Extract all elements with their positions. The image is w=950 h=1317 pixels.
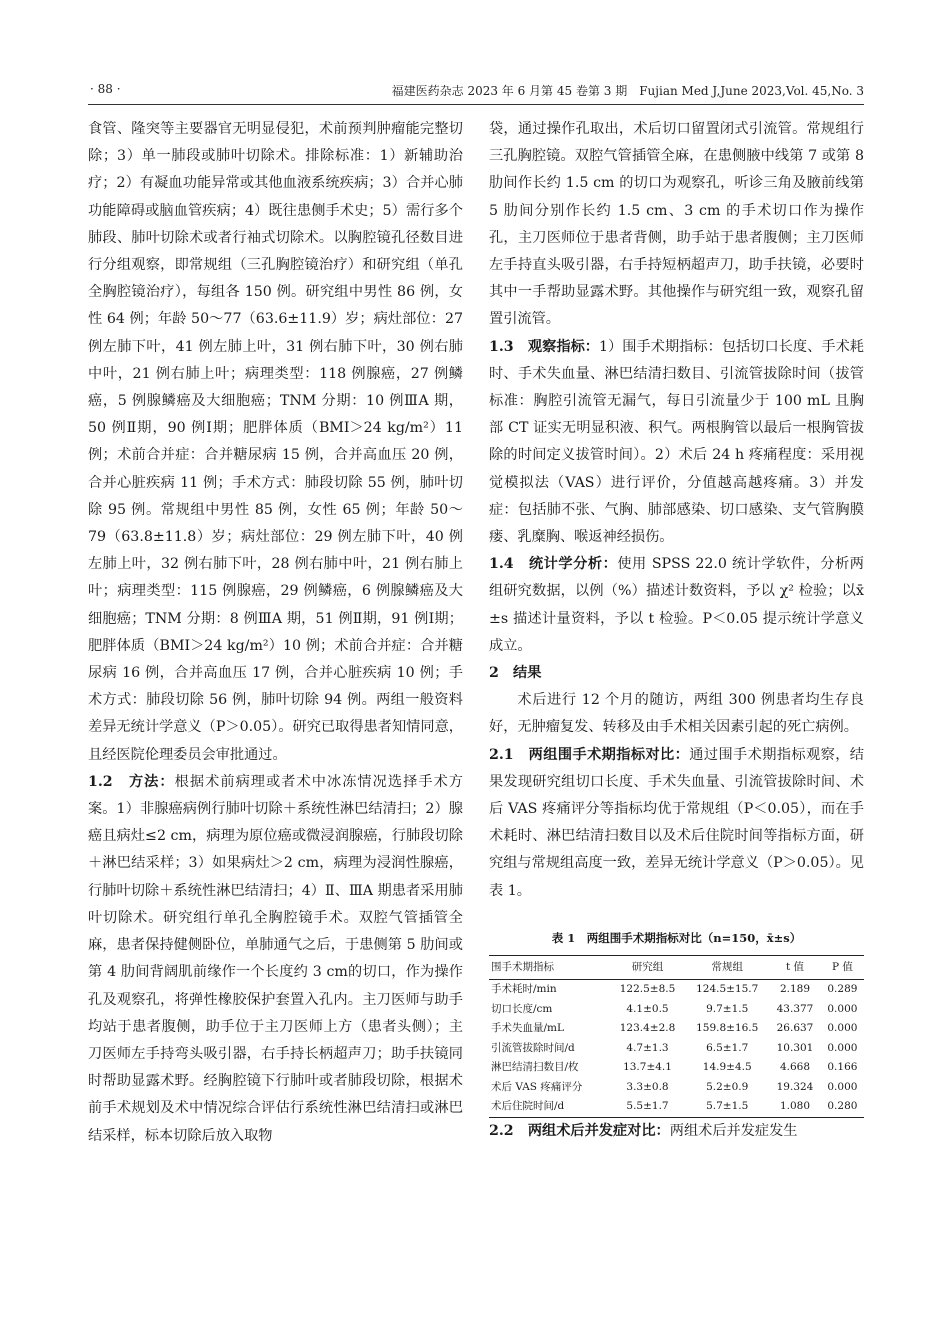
table-header-cell: 围手术期指标 bbox=[489, 955, 610, 980]
table-1 bbox=[489, 955, 864, 1118]
table-cell: 5.7±1.5 bbox=[685, 1097, 769, 1117]
table-cell: 26.637 bbox=[776, 1022, 814, 1035]
section-2-1-text: 通过围手术期指标观察，结果发现研究组切口长度、手术失血量、引流管拔除时间、术后 VAS 疼痛评分等指标均优于常规组（P＜0.05），而在手术耗时、淋巴结清扫数目以及术后住院时间等指标方面，研究组与常规组高度一致，差异无统计学意义（P＞0.05）。见表 1。 bbox=[489, 746, 864, 899]
table-cell: 4.668 bbox=[779, 1061, 811, 1074]
table-header-cell: 研究组 bbox=[610, 955, 685, 980]
section-1-4 bbox=[489, 551, 864, 660]
table-cell: 淋巴结清扫数目/枚 bbox=[491, 1061, 579, 1074]
table-cell: 123.4±2.8 bbox=[619, 1022, 676, 1035]
section-1-2 bbox=[88, 769, 463, 1150]
left-column bbox=[88, 116, 463, 1150]
section-1-4-title: 1.4 统计学分析： bbox=[489, 556, 618, 573]
section-2-2-title: 2.2 两组术后并发症对比： bbox=[489, 1122, 670, 1139]
table-row bbox=[489, 1019, 864, 1039]
table-cell: 5.2±0.9 bbox=[706, 1080, 749, 1093]
page-number: · 88 · bbox=[90, 82, 121, 96]
section-2-2-text: 两组术后并发症发生 bbox=[669, 1122, 798, 1139]
table-1-caption: 表 1 两组围手术期指标对比（n=150，x̄±s） bbox=[551, 930, 802, 945]
table-cell: 124.5±15.7 bbox=[696, 983, 759, 996]
header-rule bbox=[88, 104, 864, 105]
table-cell: 0.289 bbox=[827, 983, 858, 996]
section-1-2-text: 根据术前病理或者术中冰冻情况选择手术方案。1）非腺癌病例行肺叶切除＋系统性淋巴结清扫；2）腺癌且病灶≤2 cm，病理为原位癌或微浸润腺癌，行肺段切除＋淋巴结采样；3）如果病灶＞2 cm，病理为浸润性腺癌，行肺叶切除＋系统性淋巴结清扫；4）Ⅱ、ⅢA 期患者采用肺叶切除术。研究组行单孔全胸腔镜手术。双腔气管插管全麻，患者保持健侧卧位，单肺通气之后，于患侧第 5 肋间或第 4 肋间背阔肌前缘作一个长度约 3 cm的切口，作为操作孔及观察孔，将弹性橡胶保护套置入孔内。主刀医师与助手均站于患者腹侧，助手位于主刀医师上方（患者头侧）；主刀医师左手持弯头吸引器，右手持长柄超声刀；助手扶镜同时帮助显露术野。经胸腔镜下行肺叶或者肺段切除，根据术前手术规划及术中情况综合评估行系统性淋巴结清扫或淋巴结采样，标本切除后放入取物 bbox=[88, 773, 463, 1144]
section-1-3 bbox=[489, 334, 864, 552]
section-2-title: 2 结果 bbox=[489, 665, 542, 682]
table-cell: 10.301 bbox=[776, 1041, 814, 1054]
section-2-1-title: 2.1 两组围手术期指标对比： bbox=[489, 746, 690, 763]
table-cell: 0.166 bbox=[827, 1061, 858, 1074]
table-cell: 43.377 bbox=[776, 1002, 814, 1015]
right-column bbox=[489, 116, 864, 1145]
section-2-2 bbox=[489, 1118, 864, 1145]
table-cell: 19.324 bbox=[776, 1080, 814, 1093]
table-cell: 5.5±1.7 bbox=[610, 1097, 685, 1117]
table-cell: 0.000 bbox=[827, 1002, 858, 1015]
table-cell: 2.189 bbox=[779, 983, 811, 996]
table-cell: 0.280 bbox=[821, 1097, 864, 1117]
table-header-cell: t 值 bbox=[769, 955, 821, 980]
table-header-cell: P 值 bbox=[821, 955, 864, 980]
table-cell: 122.5±8.5 bbox=[619, 983, 676, 996]
table-header-row bbox=[489, 955, 864, 980]
table-cell: 14.9±4.5 bbox=[702, 1061, 752, 1074]
table-cell: 手术耗时/min bbox=[491, 983, 557, 996]
table-row bbox=[489, 1000, 864, 1020]
table-cell: 0.000 bbox=[827, 1041, 858, 1054]
table-cell: 6.5±1.7 bbox=[706, 1041, 749, 1054]
table-cell: 4.7±1.3 bbox=[626, 1041, 669, 1054]
table-cell: 9.7±1.5 bbox=[706, 1002, 749, 1015]
table-cell: 4.1±0.5 bbox=[626, 1002, 669, 1015]
paragraph-inclusion-exclusion: 食管、隆突等主要器官无明显侵犯，术前预判肿瘤能完整切除；3）单一肺段或肺叶切除术。排除标准：1）新辅助治疗；2）有凝血功能异常或其他血液系统疾病；3）合并心肺功能障碍或脑血管疾病；4）既往患侧手术史；5）需行多个肺段、肺叶切除术或者行袖式切除术。以胸腔镜孔径数目进行分组观察，即常规组（三孔胸腔镜治疗）和研究组（单孔全胸腔镜治疗），每组各 150 例。研究组中男性 86 例，女性 64 例；年龄 50～77（63.6±11.9）岁；病灶部位：27 例左肺下叶，41 例左肺上叶，31 例右肺下叶，30 例右肺中叶，21 例右肺上叶；病理类型：118 例腺癌，27 例鳞癌，5 例腺鳞癌及大细胞癌；TNM 分期：10 例ⅢA 期，50 例Ⅱ期，90 例Ⅰ期；肥胖体质（BMI＞24 kg/m²）11 例；术前合并症：合并糖尿病 15 例，合并高血压 20 例，合并心脏疾病 11 例；手术方式：肺段切除 55 例，肺叶切除 95 例。常规组中男性 85 例，女性 65 例；年龄 50～79（63.8±11.8）岁；病灶部位：29 例左肺下叶，40 例左肺上叶，32 例右肺下叶，28 例右肺中叶，21 例右肺上叶；病理类型：115 例腺癌，29 例鳞癌，6 例腺鳞癌及大细胞癌；TNM 分期：8 例ⅢA 期，51 例Ⅱ期，91 例Ⅰ期；肥胖体质（BMI＞24 kg/m²）10 例；术前合并症：合并糖尿病 16 例，合并高血压 17 例，合并心脏疾病 10 例；手术方式：肺段切除 56 例，肺叶切除 94 例。两组一般资料差异无统计学意义（P＞0.05）。研究已取得患者知情同意，且经医院伦理委员会审批通过。 bbox=[88, 121, 463, 763]
table-cell: 手术失血量/mL bbox=[491, 1022, 564, 1035]
table-cell: 0.000 bbox=[827, 1080, 858, 1093]
table-cell: 切口长度/cm bbox=[491, 1002, 553, 1015]
table-header-cell: 常规组 bbox=[685, 955, 769, 980]
table-cell: 159.8±16.5 bbox=[696, 1022, 759, 1035]
section-2-1 bbox=[489, 742, 864, 905]
table-row bbox=[489, 1097, 864, 1117]
table-row bbox=[489, 1039, 864, 1059]
running-header bbox=[90, 82, 864, 104]
table-cell: 1.080 bbox=[769, 1097, 821, 1117]
table-row bbox=[489, 980, 864, 1000]
section-1-3-title: 1.3 观察指标： bbox=[489, 338, 600, 355]
section-2-text: 术后进行 12 个月的随访，两组 300 例患者均生存良好，无肿瘤复发、转移及由手术相关因素引起的死亡病例。 bbox=[489, 692, 864, 736]
paragraph-methods-cont: 袋，通过操作孔取出，术后切口留置闭式引流管。常规组行三孔胸腔镜。双腔气管插管全麻，在患侧腋中线第 7 或第 8 肋间作长约 1.5 cm 的切口为观察孔，听诊三角及腋前线第 5 肋间分别作长约 1.5 cm、3 cm 的手术切口作为操作孔，主刀医师位于患者背侧，助手站于患者腹侧；主刀医师左手持直头吸引器，右手持短柄超声刀，助手扶镜，必要时其中一手帮助显露术野。其他操作与研究组一致，观察孔留置引流管。 bbox=[489, 121, 864, 328]
table-cell: 0.000 bbox=[827, 1022, 858, 1035]
table-row bbox=[489, 1078, 864, 1098]
section-1-4-text: 使用 SPSS 22.0 统计学软件，分析两组研究数据，以例（%）描述计数资料，予以 χ² 检验；以x̄ ±s 描述计量资料，予以 t 检验。P＜0.05 提示统计学意义成立。 bbox=[489, 556, 864, 654]
table-cell: 术后 VAS 疼痛评分 bbox=[491, 1080, 583, 1093]
section-1-2-title: 1.2 方法： bbox=[88, 773, 175, 790]
journal-citation: 福建医药杂志 2023 年 6 月第 45 卷第 3 期 Fujian Med J,June 2023,Vol. 45,No. 3 bbox=[391, 84, 864, 98]
section-1-3-text: 1）围手术期指标：包括切口长度、手术耗时、手术失血量、淋巴结清扫数目、引流管拔除时间（拔管标准：胸腔引流管无漏气，每日引流量少于 100 mL 且胸部 CT 证实无明显积液、积气。两根胸管以最后一根胸管拔除的时间定义拔管时间）。2）术后 24 h 疼痛程度：采用视觉模拟法（VAS）进行评价，分值越高越疼痛。3）并发症：包括肺不张、气胸、肺部感染、切口感染、支气管胸膜瘘、乳糜胸、喉返神经损伤。 bbox=[489, 338, 864, 546]
table-row bbox=[489, 1058, 864, 1078]
table-cell: 3.3±0.8 bbox=[626, 1080, 669, 1093]
table-cell: 引流管拔除时间/d bbox=[491, 1041, 575, 1054]
table-cell: 术后住院时间/d bbox=[489, 1097, 610, 1117]
table-cell: 13.7±4.1 bbox=[623, 1061, 672, 1074]
